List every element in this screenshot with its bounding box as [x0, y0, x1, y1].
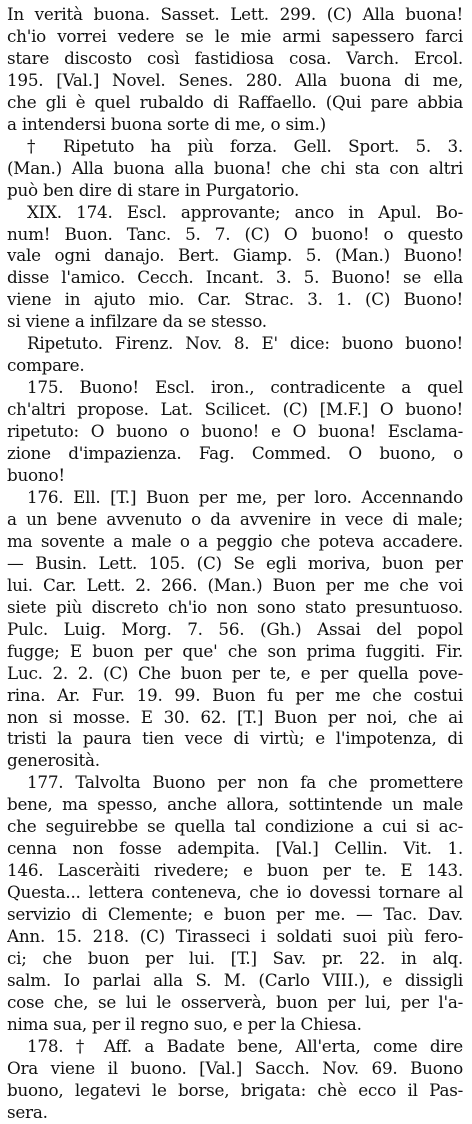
text-line: 176. Ell. [T.] Buon per me, per loro. Accennando: [27, 486, 463, 507]
text-line: 146. Lasceràiti rivedere; e buon per te. E 143.: [7, 860, 463, 881]
text-line: 178. † Aff. a Badate bene, All'erta, come dire: [27, 1035, 463, 1056]
text-line: tristi la paura tien vece di virtù; e l'impotenza, di: [7, 728, 463, 749]
text-line: Pulc. Luig. Morg. 7. 56. (Gh.) Assai del popol: [7, 618, 463, 639]
text-line: buono, legatevi le borse, brigata: chè ecco il Pas-: [7, 1079, 463, 1100]
text-line: ch'altri propose. Lat. Scilicet. (C) [M.F.] O buono!: [7, 399, 463, 420]
text-line: cose che, se lui le osserverà, buon per lui, per l'a-: [7, 991, 463, 1012]
text-line: ch'io vorrei vedere se le mie armi sapessero farci: [7, 25, 463, 46]
text-line: zione d'impazienza. Fag. Commed. O buono, o: [7, 443, 463, 464]
text-line: siete più discreto ch'io non sono stato presuntuoso.: [7, 596, 463, 617]
paragraph-178: [7, 1036, 463, 1124]
text-line: non si mosse. E 30. 62. [T.] Buon per noi, che ai: [7, 706, 463, 727]
paragraph-ripetuto-forza: [7, 136, 463, 202]
text-line: — Busin. Lett. 105. (C) Se egli moriva, buon per: [7, 552, 463, 573]
text-line: bene, ma spesso, anche allora, sottintende un male: [7, 794, 463, 815]
text-line: nima sua, per il regno suo, e per la Chiesa.: [7, 1013, 362, 1034]
text-line: servizio di Clemente; e buon per me. — Tac. Dav.: [7, 904, 463, 925]
text-line: ci; che buon per lui. [T.] Sav. pr. 22. in alq.: [7, 947, 463, 968]
text-line: XIX. 174. Escl. approvante; anco in Apul. Bo-: [27, 201, 463, 222]
text-line: vale ogni danajo. Bert. Giamp. 5. (Man.) Buono!: [7, 245, 463, 266]
text-line: In verità buona. Sasset. Lett. 299. (C) Alla buona!: [7, 4, 463, 24]
paragraph-177: [7, 772, 463, 1035]
paragraph-cont-buona: [7, 4, 463, 136]
text-line: 177. Talvolta Buono per non fa che promettere: [27, 772, 463, 793]
paragraph-175: [7, 377, 463, 487]
text-line: Ripetuto. Firenz. Nov. 8. E' dice: buono buono!: [27, 333, 463, 354]
text-line: ripetuto: O buono o buono! e O buona! Esclama-: [7, 421, 463, 442]
text-line: lui. Car. Lett. 2. 266. (Man.) Buon per me che voi: [7, 574, 463, 595]
text-line: viene in ajuto mio. Car. Strac. 3. 1. (C) Buono!: [7, 289, 463, 310]
text-line: 195. [Val.] Novel. Senes. 280. Alla buona di me,: [7, 69, 463, 90]
text-line: cenna non fosse adempita. [Val.] Cellin. Vit. 1.: [7, 838, 463, 859]
paragraph-174: [7, 202, 463, 334]
text-line: Ora viene il buono. [Val.] Sacch. Nov. 69. Buono: [7, 1057, 463, 1078]
paragraph-ripetuto: [7, 333, 463, 377]
text-line: che gli è quel rubaldo di Raffaello. (Qui pare abbia: [7, 91, 463, 112]
text-line: sera.: [7, 1101, 48, 1122]
text-line: può ben dire di stare in Purgatorio.: [7, 179, 300, 200]
paragraph-176: [7, 487, 463, 772]
text-line: (Man.) Alla buona alla buona! che chi sta con altri: [7, 157, 463, 178]
text-line: 175. Buono! Escl. iron., contradicente a quel: [27, 377, 463, 398]
text-line: Luc. 2. 2. (C) Che buon per te, e per quella pove-: [7, 662, 463, 683]
text-line: a un bene avvenuto o da avvenire in vece di male;: [7, 508, 463, 529]
text-line: buono!: [7, 465, 65, 486]
text-line: compare.: [7, 355, 85, 376]
text-line: generosità.: [7, 750, 100, 771]
text-line: salm. Io parlai alla S. M. (Carlo VIII.), e dissigli: [7, 969, 463, 990]
text-line: che seguirebbe se quella tal condizione a cui si ac-: [7, 816, 463, 837]
text-line: num! Buon. Tanc. 5. 7. (C) O buono! o questo: [7, 223, 463, 244]
text-line: disse l'amico. Cecch. Incant. 3. 5. Buono! se ella: [7, 267, 463, 288]
text-line: † Ripetuto ha più forza. Gell. Sport. 5. 3.: [27, 135, 463, 156]
text-line: Questa... lettera conteneva, che io dovessi tornare al: [7, 882, 463, 903]
text-line: a intendersi buona sorte di me, o sim.): [7, 113, 326, 134]
text-line: stare discosto così fastidiosa cosa. Varch. Ercol.: [7, 47, 463, 68]
text-line: ma sovente a male o a peggio che poteva accadere.: [7, 530, 463, 551]
text-line: rina. Ar. Fur. 19. 99. Buon fu per me che costui: [7, 684, 463, 705]
text-line: Ann. 15. 218. (C) Tirasseci i soldati suoi più fero-: [7, 926, 463, 947]
text-line: si viene a infilzare da se stesso.: [7, 311, 267, 332]
text-line: fugge; E buon per que' che son prima fuggiti. Fir.: [7, 640, 463, 661]
